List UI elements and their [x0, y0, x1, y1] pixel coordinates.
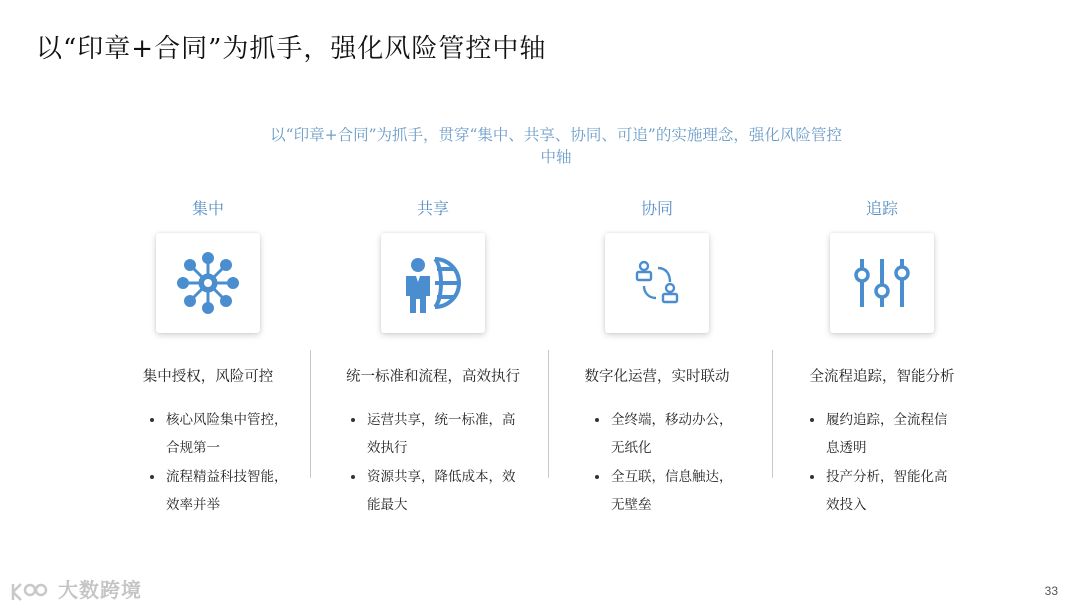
- column-divider: [310, 350, 311, 478]
- bullet-dot: [810, 418, 814, 422]
- subtitle-line-1: 以“印章+合同”为抓手，贯穿“集中、共享、协同、可追”的实施理念，强化风险管控: [270, 126, 842, 144]
- bullet-list: [96, 406, 320, 519]
- section-title: 全流程追踪，智能分析: [809, 369, 955, 385]
- subtitle-line-2: 中轴: [540, 148, 572, 166]
- list-item: [166, 406, 320, 462]
- section-title: 数字化运营，实时联动: [584, 369, 730, 385]
- column-track: [770, 196, 994, 520]
- brand-logo-icon: [10, 581, 50, 603]
- column-header: 共享: [416, 199, 449, 218]
- bullet-dot: [595, 418, 599, 422]
- bullet-line: 履约追踪，全流程信: [826, 412, 948, 428]
- column-collaborate: [545, 196, 769, 520]
- section-title: 统一标准和流程，高效执行: [346, 369, 520, 385]
- bullet-dot: [150, 475, 154, 479]
- bullet-list: [545, 406, 769, 519]
- bullet-line: 投产分析，智能化高: [826, 469, 948, 485]
- icon-card: [605, 233, 709, 333]
- bullet-line: 合规第一: [166, 440, 220, 456]
- bullet-list: [321, 406, 545, 519]
- bullet-dot: [351, 475, 355, 479]
- list-item: [826, 463, 994, 519]
- bullet-line: 流程精益科技智能，: [166, 469, 288, 485]
- icon-card: [156, 233, 260, 333]
- bullet-dot: [150, 418, 154, 422]
- bullet-line: 无纸化: [611, 440, 652, 456]
- bullet-line: 全互联，信息触达，: [611, 469, 733, 485]
- person-globe-icon: [401, 251, 465, 315]
- list-item: [826, 406, 994, 462]
- column-header: 追踪: [865, 199, 898, 218]
- column-header: 协同: [640, 199, 673, 218]
- list-item: [611, 463, 769, 519]
- sliders-icon: [852, 253, 912, 313]
- icon-card: [830, 233, 934, 333]
- bullet-dot: [351, 418, 355, 422]
- page-title: 以“印章+合同”为抓手，强化风险管控中轴: [36, 34, 547, 64]
- footer-logo: [10, 574, 142, 603]
- column-header: 集中: [191, 199, 224, 218]
- bullet-list: [770, 406, 994, 519]
- bullet-line: 能最大: [367, 497, 408, 513]
- bullet-line: 运营共享，统一标准，高: [367, 412, 516, 428]
- page-number: 33: [1044, 584, 1058, 598]
- list-item: [367, 463, 545, 519]
- bullet-line: 效投入: [826, 497, 867, 513]
- column-share: [321, 196, 545, 520]
- bullet-line: 效率并举: [166, 497, 220, 513]
- list-item: [166, 463, 320, 519]
- bullet-dot: [810, 475, 814, 479]
- section-title: 集中授权，风险可控: [142, 369, 274, 385]
- list-item: [611, 406, 769, 462]
- bullet-line: 全终端，移动办公，: [611, 412, 733, 428]
- subtitle: [200, 124, 912, 168]
- bullet-line: 效执行: [367, 440, 408, 456]
- bullet-line: 无壁垒: [611, 497, 652, 513]
- bullet-dot: [595, 475, 599, 479]
- icon-card: [381, 233, 485, 333]
- user-exchange-icon: [632, 258, 682, 308]
- footer-logo-text: 大数跨境: [57, 578, 142, 602]
- column-centralize: [96, 196, 320, 520]
- bullet-line: 资源共享，降低成本，效: [367, 469, 516, 485]
- network-hub-icon: [176, 251, 240, 315]
- list-item: [367, 406, 545, 462]
- bullet-line: 核心风险集中管控，: [166, 412, 288, 428]
- bullet-line: 息透明: [826, 440, 867, 456]
